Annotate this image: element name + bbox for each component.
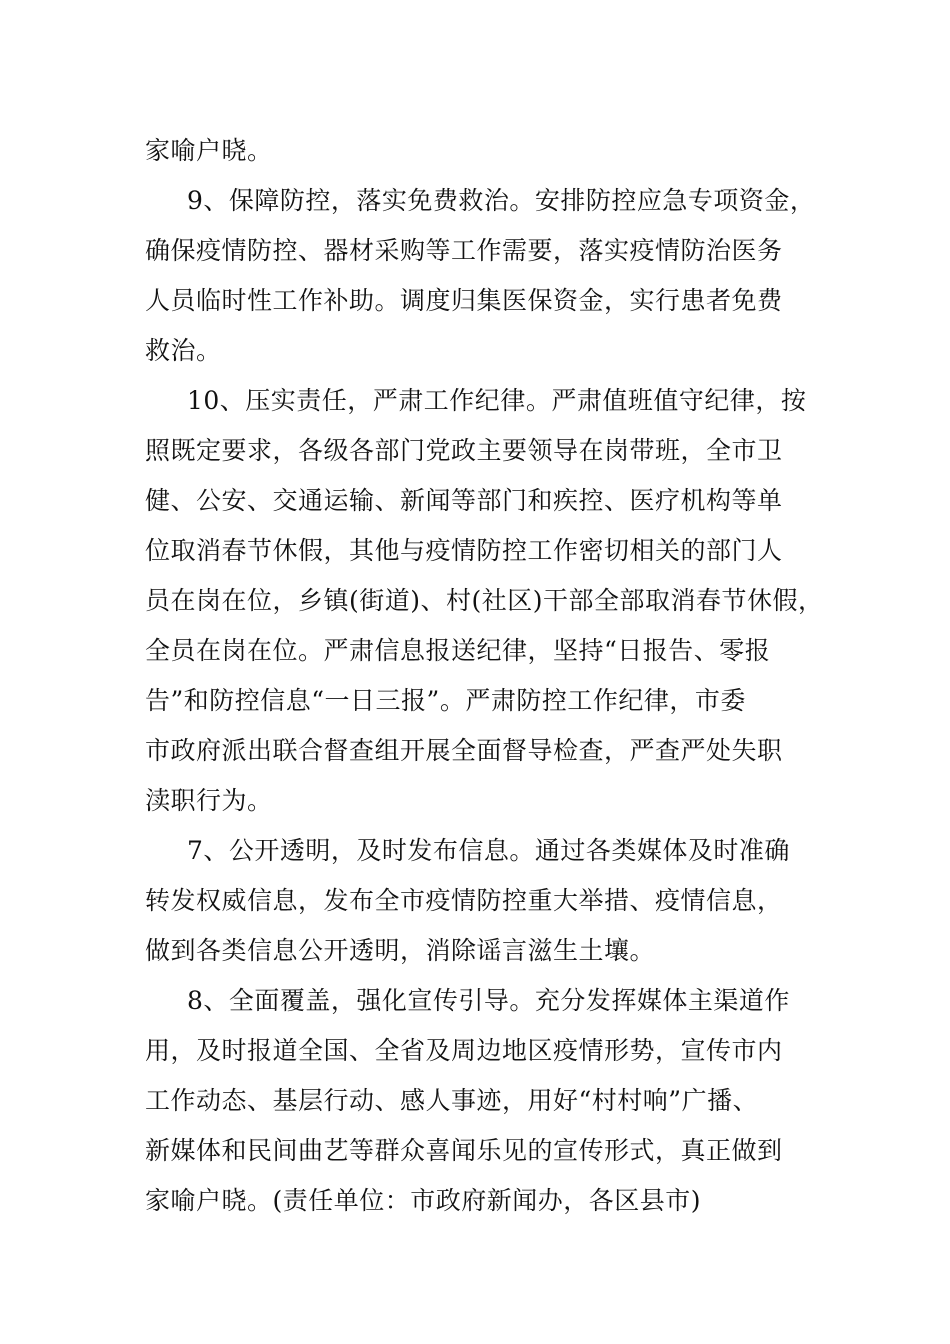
text-line: 员在岗在位，乡镇(街道)、村(社区)干部全部取消春节休假， — [145, 586, 824, 615]
text-line: 做到各类信息公开透明，消除谣言滋生土壤。 — [145, 936, 656, 965]
text-line: 工作动态、基层行动、感人事迹，用好“村村响”广播、 — [145, 1086, 759, 1115]
text-line: 确保疫情防控、器材采购等工作需要，落实疫情防治医务 — [145, 236, 783, 265]
paragraph-item-7 — [145, 826, 835, 976]
text-line: 渎职行为。 — [145, 786, 273, 815]
text-line: 全员在岗在位。严肃信息报送纪律，坚持“日报告、零报 — [145, 636, 771, 665]
text-line: 健、公安、交通运输、新闻等部门和疾控、医疗机构等单 — [145, 486, 783, 515]
text-line: 8、全面覆盖，强化宣传引导。充分发挥媒体主渠道作 — [187, 986, 790, 1015]
text-line: 9、保障防控，落实免费救治。安排防控应急专项资金， — [187, 186, 816, 215]
text-line: 市政府派出联合督查组开展全面督导检查，严查严处失职 — [145, 736, 783, 765]
text-line: 告”和防控信息“一日三报”。严肃防控工作纪律，市委 — [145, 686, 746, 715]
text-line: 照既定要求，各级各部门党政主要领导在岗带班，全市卫 — [145, 436, 783, 465]
text-line: 救治。 — [145, 336, 222, 365]
paragraph-item-9 — [145, 176, 835, 376]
text-line: 转发权威信息，发布全市疫情防控重大举措、疫情信息， — [145, 886, 783, 915]
text-line: 家喻户晓。(责任单位：市政府新闻办，各区县市) — [145, 1186, 702, 1215]
text-line: 人员临时性工作补助。调度归集医保资金，实行患者免费 — [145, 286, 783, 315]
text-line: 10、压实责任，严肃工作纪律。严肃值班值守纪律，按 — [187, 386, 807, 415]
text-line: 7、公开透明，及时发布信息。通过各类媒体及时准确 — [187, 836, 790, 865]
paragraph-item-8 — [145, 976, 835, 1226]
paragraph-item-10 — [145, 376, 835, 826]
document-body — [145, 126, 835, 1226]
text-line: 用，及时报道全国、全省及周边地区疫情形势，宣传市内 — [145, 1036, 783, 1065]
text-line: 家喻户晓。 — [145, 136, 273, 165]
text-line: 位取消春节休假，其他与疫情防控工作密切相关的部门人 — [145, 536, 783, 565]
text-line: 新媒体和民间曲艺等群众喜闻乐见的宣传形式，真正做到 — [145, 1136, 783, 1165]
paragraph-continuation — [145, 126, 835, 176]
